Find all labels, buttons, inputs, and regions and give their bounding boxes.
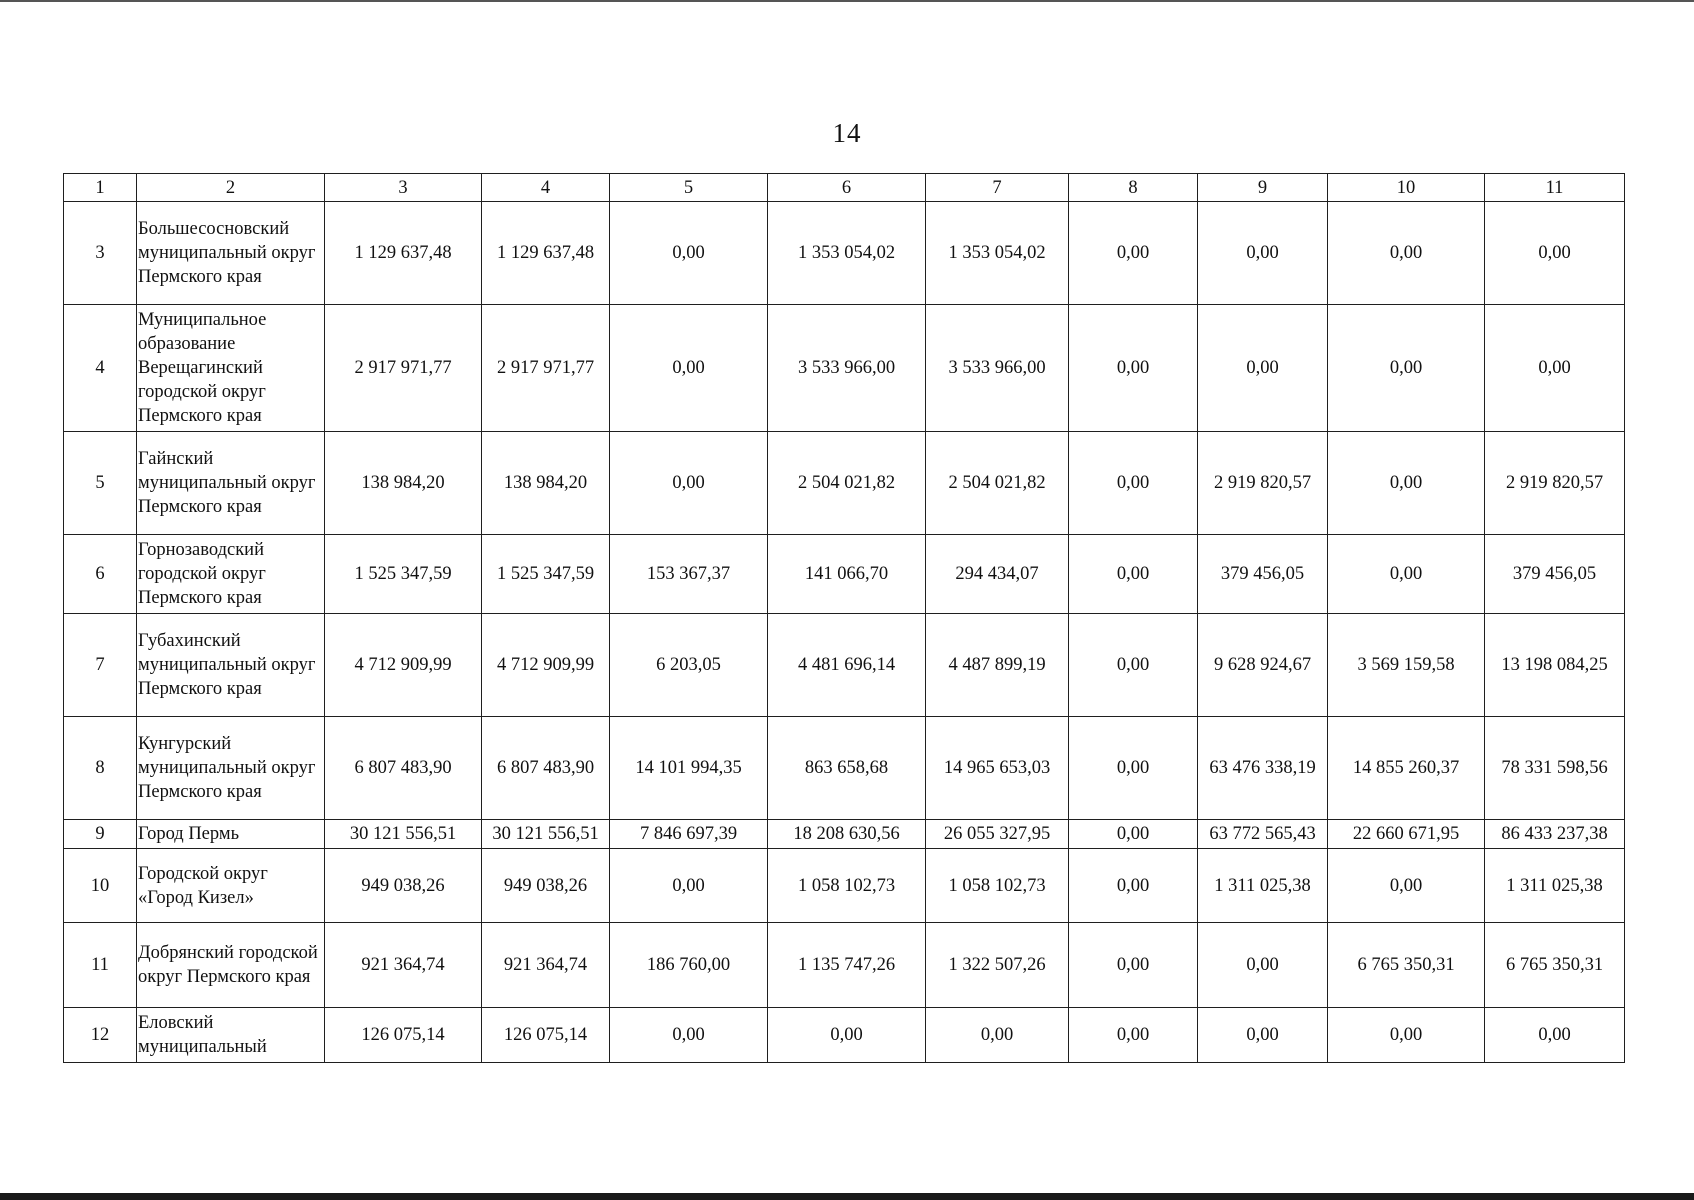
row-number-cell: 3	[64, 202, 137, 305]
value-cell: 0,00	[1069, 614, 1198, 717]
column-number-cell: 4	[482, 174, 610, 202]
municipality-name-cell: Еловский муниципальный	[137, 1008, 325, 1063]
value-cell: 0,00	[1328, 1008, 1485, 1063]
value-cell: 2 919 820,57	[1198, 432, 1328, 535]
value-cell: 0,00	[1485, 202, 1625, 305]
column-number-cell: 10	[1328, 174, 1485, 202]
column-number-cell: 8	[1069, 174, 1198, 202]
value-cell: 0,00	[768, 1008, 926, 1063]
column-number-cell: 1	[64, 174, 137, 202]
value-cell: 4 712 909,99	[482, 614, 610, 717]
column-number-cell: 9	[1198, 174, 1328, 202]
table-row	[64, 305, 1625, 432]
value-cell: 1 353 054,02	[926, 202, 1069, 305]
column-number-cell: 6	[768, 174, 926, 202]
value-cell: 0,00	[1198, 1008, 1328, 1063]
column-number-cell: 7	[926, 174, 1069, 202]
value-cell: 153 367,37	[610, 535, 768, 614]
value-cell: 0,00	[610, 849, 768, 923]
value-cell: 0,00	[1069, 432, 1198, 535]
value-cell: 0,00	[1069, 535, 1198, 614]
value-cell: 14 965 653,03	[926, 717, 1069, 820]
municipality-name-cell: Городской округ «Город Кизел»	[137, 849, 325, 923]
value-cell: 0,00	[610, 432, 768, 535]
table-row	[64, 923, 1625, 1008]
column-number-cell: 3	[325, 174, 482, 202]
value-cell: 1 058 102,73	[768, 849, 926, 923]
row-number-cell: 5	[64, 432, 137, 535]
value-cell: 1 525 347,59	[325, 535, 482, 614]
value-cell: 1 135 747,26	[768, 923, 926, 1008]
value-cell: 14 101 994,35	[610, 717, 768, 820]
row-number-cell: 9	[64, 820, 137, 849]
value-cell: 1 322 507,26	[926, 923, 1069, 1008]
value-cell: 138 984,20	[482, 432, 610, 535]
municipality-name-cell: Горнозаводский городской округ Пермского края	[137, 535, 325, 614]
value-cell: 949 038,26	[325, 849, 482, 923]
value-cell: 2 917 971,77	[482, 305, 610, 432]
row-number-cell: 10	[64, 849, 137, 923]
value-cell: 2 504 021,82	[926, 432, 1069, 535]
value-cell: 1 058 102,73	[926, 849, 1069, 923]
value-cell: 949 038,26	[482, 849, 610, 923]
value-cell: 1 129 637,48	[482, 202, 610, 305]
value-cell: 1 311 025,38	[1485, 849, 1625, 923]
value-cell: 138 984,20	[325, 432, 482, 535]
value-cell: 2 504 021,82	[768, 432, 926, 535]
column-number-cell: 2	[137, 174, 325, 202]
row-number-cell: 4	[64, 305, 137, 432]
value-cell: 6 807 483,90	[325, 717, 482, 820]
value-cell: 0,00	[1069, 923, 1198, 1008]
value-cell: 0,00	[1485, 1008, 1625, 1063]
municipality-name-cell: Губахинский муниципальный округ Пермского края	[137, 614, 325, 717]
row-number-cell: 11	[64, 923, 137, 1008]
value-cell: 4 712 909,99	[325, 614, 482, 717]
value-cell: 0,00	[1198, 202, 1328, 305]
value-cell: 2 919 820,57	[1485, 432, 1625, 535]
municipality-name-cell: Большесосновский муниципальный округ Пермского края	[137, 202, 325, 305]
value-cell: 30 121 556,51	[482, 820, 610, 849]
data-table	[63, 173, 1625, 1063]
value-cell: 294 434,07	[926, 535, 1069, 614]
row-number-cell: 8	[64, 717, 137, 820]
value-cell: 1 311 025,38	[1198, 849, 1328, 923]
column-number-cell: 5	[610, 174, 768, 202]
value-cell: 921 364,74	[325, 923, 482, 1008]
value-cell: 63 772 565,43	[1198, 820, 1328, 849]
value-cell: 0,00	[1328, 432, 1485, 535]
value-cell: 22 660 671,95	[1328, 820, 1485, 849]
value-cell: 30 121 556,51	[325, 820, 482, 849]
value-cell: 3 569 159,58	[1328, 614, 1485, 717]
row-number-cell: 12	[64, 1008, 137, 1063]
value-cell: 1 525 347,59	[482, 535, 610, 614]
value-cell: 63 476 338,19	[1198, 717, 1328, 820]
value-cell: 14 855 260,37	[1328, 717, 1485, 820]
municipality-name-cell: Муниципальное образование Верещагинский городской округ Пермского края	[137, 305, 325, 432]
table-row	[64, 849, 1625, 923]
value-cell: 0,00	[1069, 717, 1198, 820]
value-cell: 18 208 630,56	[768, 820, 926, 849]
value-cell: 0,00	[1069, 1008, 1198, 1063]
value-cell: 6 765 350,31	[1328, 923, 1485, 1008]
value-cell: 4 481 696,14	[768, 614, 926, 717]
value-cell: 6 765 350,31	[1485, 923, 1625, 1008]
value-cell: 6 203,05	[610, 614, 768, 717]
table-row	[64, 202, 1625, 305]
scan-bottom-edge	[0, 1193, 1694, 1200]
value-cell: 141 066,70	[768, 535, 926, 614]
value-cell: 3 533 966,00	[768, 305, 926, 432]
value-cell: 86 433 237,38	[1485, 820, 1625, 849]
value-cell: 0,00	[1328, 849, 1485, 923]
value-cell: 126 075,14	[482, 1008, 610, 1063]
value-cell: 1 353 054,02	[768, 202, 926, 305]
value-cell: 6 807 483,90	[482, 717, 610, 820]
column-number-row	[64, 174, 1625, 202]
value-cell: 126 075,14	[325, 1008, 482, 1063]
value-cell: 9 628 924,67	[1198, 614, 1328, 717]
value-cell: 13 198 084,25	[1485, 614, 1625, 717]
value-cell: 2 917 971,77	[325, 305, 482, 432]
municipality-name-cell: Гайнский муниципальный округ Пермского края	[137, 432, 325, 535]
value-cell: 186 760,00	[610, 923, 768, 1008]
value-cell: 0,00	[610, 1008, 768, 1063]
value-cell: 0,00	[1328, 305, 1485, 432]
value-cell: 0,00	[1198, 923, 1328, 1008]
value-cell: 0,00	[1198, 305, 1328, 432]
page-number: 14	[832, 118, 862, 148]
value-cell: 0,00	[1069, 202, 1198, 305]
column-number-cell: 11	[1485, 174, 1625, 202]
value-cell: 4 487 899,19	[926, 614, 1069, 717]
value-cell: 0,00	[1069, 305, 1198, 432]
value-cell: 26 055 327,95	[926, 820, 1069, 849]
value-cell: 0,00	[1069, 849, 1198, 923]
value-cell: 379 456,05	[1198, 535, 1328, 614]
row-number-cell: 6	[64, 535, 137, 614]
value-cell: 379 456,05	[1485, 535, 1625, 614]
value-cell: 921 364,74	[482, 923, 610, 1008]
value-cell: 0,00	[610, 305, 768, 432]
value-cell: 1 129 637,48	[325, 202, 482, 305]
value-cell: 0,00	[610, 202, 768, 305]
municipality-name-cell: Кунгурский муниципальный округ Пермского края	[137, 717, 325, 820]
municipality-name-cell: Добрянский городской округ Пермского края	[137, 923, 325, 1008]
value-cell: 7 846 697,39	[610, 820, 768, 849]
table-row	[64, 535, 1625, 614]
value-cell: 0,00	[1328, 202, 1485, 305]
scan-top-edge	[0, 0, 1694, 2]
municipality-name-cell: Город Пермь	[137, 820, 325, 849]
table-row	[64, 614, 1625, 717]
value-cell: 78 331 598,56	[1485, 717, 1625, 820]
value-cell: 0,00	[1328, 535, 1485, 614]
value-cell: 0,00	[1069, 820, 1198, 849]
table-row	[64, 1008, 1625, 1063]
table-row	[64, 717, 1625, 820]
value-cell: 0,00	[926, 1008, 1069, 1063]
table-row	[64, 820, 1625, 849]
value-cell: 863 658,68	[768, 717, 926, 820]
row-number-cell: 7	[64, 614, 137, 717]
value-cell: 3 533 966,00	[926, 305, 1069, 432]
table-row	[64, 432, 1625, 535]
value-cell: 0,00	[1485, 305, 1625, 432]
